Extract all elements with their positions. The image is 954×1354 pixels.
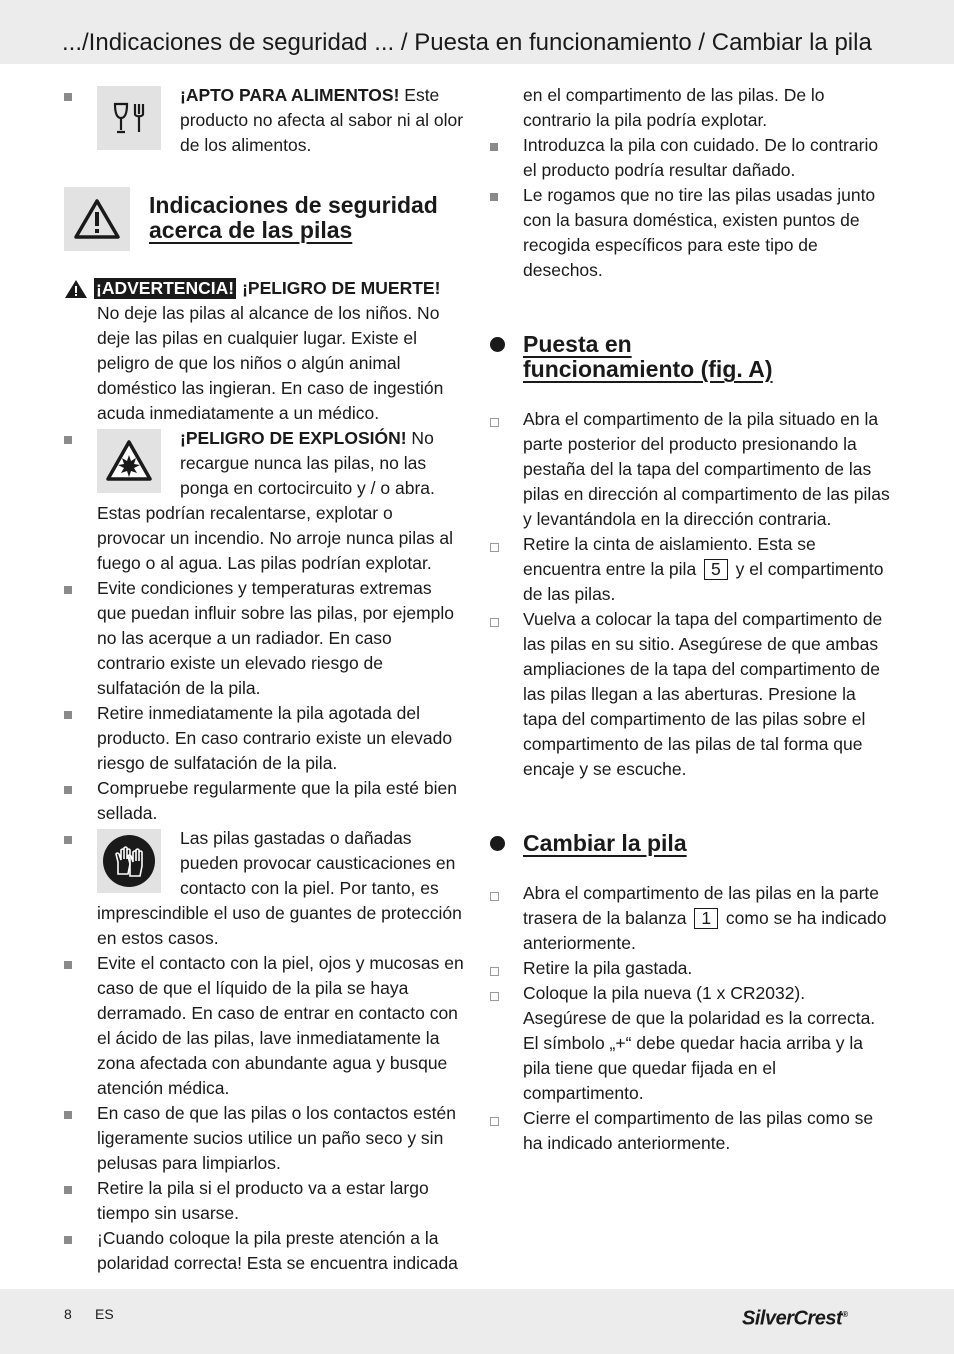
square-bullet bbox=[64, 836, 72, 844]
list-item bbox=[490, 183, 890, 283]
puesta-heading bbox=[490, 332, 890, 382]
warning-text: No deje las pilas al alcance de los niños. No deje las pilas en cualquier lugar. Existe el peligro de que los niños o algún animal doméstico las ingieran. En caso de ingestión acuda inmediatamente a un médico. bbox=[97, 303, 444, 423]
section-title: Indicaciones de seguridad bbox=[149, 192, 438, 218]
checkbox-bullet bbox=[490, 892, 499, 901]
page-header bbox=[0, 0, 954, 64]
list-item bbox=[64, 1176, 464, 1226]
left-column bbox=[64, 83, 464, 1276]
list-item bbox=[490, 83, 890, 133]
square-bullet bbox=[490, 143, 498, 151]
step-item bbox=[490, 532, 890, 607]
warning-label: ¡PELIGRO DE MUERTE! bbox=[242, 278, 441, 298]
list-item bbox=[64, 1226, 464, 1276]
list-item-text: Retire inmediatamente la pila agotada del producto. En caso contrario existe un elevado riesgo de sulfatación de la pila. bbox=[97, 703, 453, 773]
list-item-text: Evite condiciones y temperaturas extremas que puedan influir sobre las pilas, por ejemplo no las acerque a un radiador. En caso contrario existe un elevado riesgo de sulfatación de la pila. bbox=[97, 578, 455, 698]
square-bullet bbox=[64, 1236, 72, 1244]
list-item bbox=[64, 83, 464, 158]
step-text: Retire la pila gastada. bbox=[523, 958, 693, 978]
step-text: como se ha indicado anteriormente. bbox=[523, 908, 887, 953]
list-item-text: Retire la pila si el producto va a estar largo tiempo sin usarse. bbox=[97, 1178, 429, 1223]
square-bullet bbox=[64, 1111, 72, 1119]
warning-block bbox=[64, 276, 464, 426]
page-number: 8 bbox=[64, 1306, 72, 1322]
list-item-text: Compruebe regularmente que la pila esté bien sellada. bbox=[97, 778, 457, 823]
step-text: Abra el compartimento de las pilas en la parte trasera de la balanza bbox=[523, 883, 880, 928]
square-bullet bbox=[64, 1186, 72, 1194]
cambiar-steps bbox=[490, 881, 890, 1156]
checkbox-bullet bbox=[490, 618, 499, 627]
step-text: y el compartimento de las pilas. bbox=[523, 559, 884, 604]
square-bullet bbox=[64, 786, 72, 794]
figure-ref: 1 bbox=[694, 908, 718, 929]
section-title: acerca de las pilas bbox=[149, 217, 353, 243]
step-text: Vuelva a colocar la tapa del compartimento de las pilas en su sitio. Asegúrese de que ambas ampliaciones de la tapa del compartimento de las pilas llegan a las aberturas. Presione la tapa del compartimento de las pilas sobre el compartimento de las pilas de tal forma que encaje y se escuche. bbox=[523, 609, 883, 779]
step-item bbox=[490, 981, 890, 1106]
warning-small-icon bbox=[64, 279, 88, 299]
gloves-text: Las pilas gastadas o dañadas pueden provocar causticaciones en contacto con la piel. Por tanto, es imprescindible el uso de guantes de protección en estos casos. bbox=[97, 828, 462, 948]
step-text: Retire la cinta de aislamiento. Esta se encuentra entre la pila bbox=[523, 534, 816, 579]
step-item bbox=[490, 607, 890, 782]
explosion-icon bbox=[97, 429, 161, 493]
square-bullet bbox=[490, 193, 498, 201]
square-bullet bbox=[64, 93, 72, 101]
list-item bbox=[64, 776, 464, 826]
step-item bbox=[490, 956, 890, 981]
food-safe-icon bbox=[97, 86, 161, 150]
explosion-label: ¡PELIGRO DE EXPLOSIÓN! bbox=[180, 428, 407, 448]
step-text: Cierre el compartimento de las pilas como se ha indicado anteriormente. bbox=[523, 1108, 874, 1153]
list-item-text: Le rogamos que no tire las pilas usadas junto con la basura doméstica, existen puntos de recogida específicos para este tipo de desechos. bbox=[523, 185, 876, 280]
right-column bbox=[490, 83, 890, 1156]
list-item bbox=[64, 426, 464, 576]
section-title: funcionamiento (fig. A) bbox=[523, 356, 773, 382]
list-item bbox=[64, 951, 464, 1101]
list-item bbox=[64, 701, 464, 776]
checkbox-bullet bbox=[490, 967, 499, 976]
list-item bbox=[490, 133, 890, 183]
language-code: ES bbox=[95, 1306, 114, 1322]
warning-triangle-icon bbox=[64, 187, 130, 251]
food-safe-text: Este producto no afecta al sabor ni al olor de los alimentos. bbox=[180, 85, 464, 155]
step-item bbox=[490, 407, 890, 532]
step-text: Coloque la pila nueva (1 x CR2032). Asegúrese de que la polaridad es la correcta. El símbolo „+“ debe quedar hacia arriba y la pila tiene que quedar fijada en el compartimento. bbox=[523, 983, 876, 1103]
warning-badge: ¡ADVERTENCIA! bbox=[96, 278, 235, 298]
list-item-text: Introduzca la pila con cuidado. De lo contrario el producto podría resultar dañado. bbox=[523, 135, 879, 180]
section-title: Cambiar la pila bbox=[523, 830, 687, 856]
checkbox-bullet bbox=[490, 992, 499, 1001]
list-item-text: En caso de que las pilas o los contactos estén ligeramente sucios utilice un paño seco y sin pelusas para limpiarlos. bbox=[97, 1103, 456, 1173]
section-title: Puesta en bbox=[523, 331, 632, 357]
checkbox-bullet bbox=[490, 543, 499, 552]
puesta-steps bbox=[490, 407, 890, 782]
square-bullet bbox=[64, 711, 72, 719]
section-dot-icon bbox=[490, 836, 505, 851]
gloves-icon bbox=[97, 829, 161, 893]
step-item bbox=[490, 1106, 890, 1156]
food-safe-label: ¡APTO PARA ALIMENTOS! bbox=[180, 85, 400, 105]
list-item-text: Evite el contacto con la piel, ojos y mucosas en caso de que el líquido de la pila se haya derramado. En caso de entrar en contacto con el ácido de las pilas, lave inmediatamente la zona afectada con abundante agua y busque atención médica. bbox=[97, 953, 464, 1098]
checkbox-bullet bbox=[490, 418, 499, 427]
square-bullet bbox=[64, 961, 72, 969]
cambiar-heading bbox=[490, 831, 890, 856]
battery-safety-heading bbox=[64, 187, 464, 251]
square-bullet bbox=[64, 586, 72, 594]
step-item bbox=[490, 881, 890, 956]
step-text: Abra el compartimento de la pila situado en la parte posterior del producto presionando la pestaña del la tapa del compartimento de las pilas en dirección al compartimento de las pilas y levantándola en la dirección contraria. bbox=[523, 409, 890, 529]
list-item bbox=[64, 826, 464, 951]
section-dot-icon bbox=[490, 337, 505, 352]
square-bullet bbox=[64, 436, 72, 444]
list-item bbox=[64, 576, 464, 701]
list-item-text: ¡Cuando coloque la pila preste atención a la polaridad correcta! Esta se encuentra indicada bbox=[97, 1228, 458, 1273]
brand-logo: SilverCrest® bbox=[742, 1307, 848, 1330]
checkbox-bullet bbox=[490, 1117, 499, 1126]
figure-ref: 5 bbox=[704, 559, 728, 580]
list-item bbox=[64, 1101, 464, 1176]
explosion-text: No recargue nunca las pilas, no las ponga en cortocircuito y / o abra. Estas podrían recalentarse, explotar o provocar un incendio. No arroje nunca pilas al fuego o al agua. Las pilas podrían explotar. bbox=[97, 428, 454, 573]
list-item-text: en el compartimento de las pilas. De lo contrario la pila podría explotar. bbox=[523, 85, 825, 130]
page-title: .../Indicaciones de seguridad ... / Puesta en funcionamiento / Cambiar la pila bbox=[62, 29, 872, 56]
